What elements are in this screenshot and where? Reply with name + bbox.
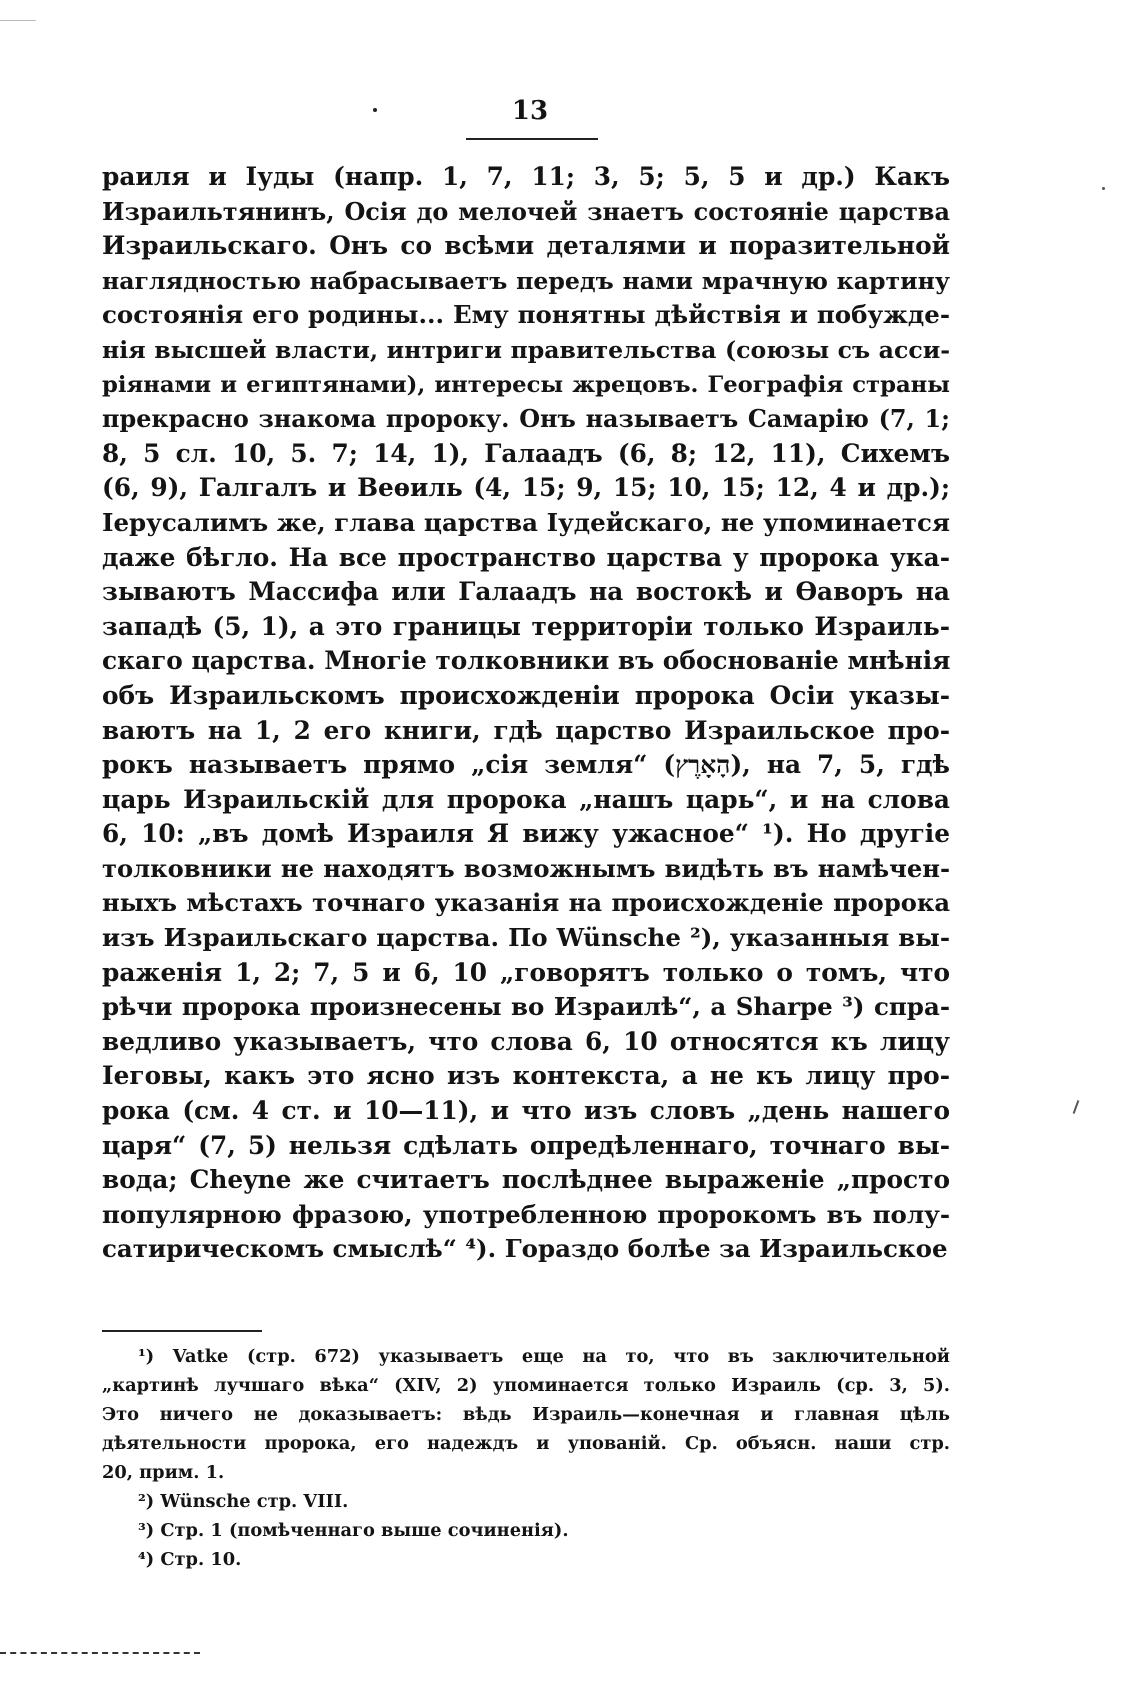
scan-artifact: [1073, 1100, 1080, 1114]
footnote-rule: [102, 1330, 262, 1332]
body-line: западѣ (5, 1), а это границы территоріи только Израиль-: [102, 611, 950, 641]
body-line: ныхъ мѣстахъ точнаго указанія на происхожденіе пророка: [102, 888, 950, 918]
stray-dot: [373, 108, 377, 112]
footnote-line: Это ничего не доказываетъ: вѣдь Израиль—конечная и главная цѣль: [102, 1404, 950, 1425]
body-line: рѣчи пророка произнесены во Израилѣ“, а Sharpe ³) спра-: [102, 992, 950, 1022]
footnote-line: „картинѣ лучшаго вѣка“ (XIV, 2) упоминается только Израиль (ср. 3, 5).: [102, 1375, 950, 1396]
footnote-line: ³) Стр. 1 (помѣченнаго выше сочиненія).: [138, 1520, 569, 1541]
body-line: ведливо указываетъ, что слова 6, 10 относятся къ лицу: [102, 1026, 950, 1056]
body-line: Іерусалимъ же, глава царства Іудейскаго, не упоминается: [102, 507, 950, 537]
body-line: царя“ (7, 5) нельзя сдѣлать опредѣленнаго, точнаго вы-: [102, 1130, 950, 1160]
footnote-line: 20, прим. 1.: [102, 1462, 225, 1483]
footnotes: [102, 1342, 950, 1574]
body-line: объ Израильскомъ происхожденіи пророка Осіи указы-: [102, 680, 950, 710]
body-line: ваютъ на 1, 2 его книги, гдѣ царство Израильское про-: [102, 715, 950, 745]
body-line: нія высшей власти, интриги правительства (союзы съ асси-: [102, 335, 950, 364]
page-number: 13: [511, 96, 549, 126]
body-line: толковники не находятъ возможнымъ видѣть въ намѣчен-: [102, 853, 950, 883]
scan-artifact: [1102, 187, 1105, 190]
scan-artifact: [0, 1652, 200, 1657]
body-line: сатирическомъ смыслѣ“ ⁴). Гораздо болѣе за Израильское: [102, 1234, 948, 1264]
body-line: изъ Израильскаго царства. По Wünsche ²), указанныя вы-: [102, 923, 950, 953]
footnote-line: дѣятельности пророка, его надеждъ и упованій. Ср. объясн. наши стр.: [102, 1433, 950, 1454]
body-line: прекрасно знакома пророку. Онъ называетъ Самарію (7, 1;: [102, 405, 950, 434]
body-line: популярною фразою, употребленною пророкомъ въ полу-: [102, 1199, 950, 1229]
footnote-line: ⁴) Стр. 10.: [138, 1549, 242, 1570]
body-line: рока (см. 4 ст. и 10—11), и что изъ словъ „день нашего: [102, 1096, 950, 1126]
body-line: Іеговы, какъ это ясно изъ контекста, а не къ лицу про-: [102, 1061, 950, 1091]
body-line: ріянами и египтянами), интересы жрецовъ. Географія страны: [102, 371, 950, 398]
footnote-line: ¹) Vatke (стр. 672) указываетъ еще на то, что въ заключительной: [138, 1346, 950, 1367]
body-line: царь Израильскій для пророка „нашъ царь“, и на слова: [102, 784, 950, 814]
body-line: даже бѣгло. На все пространство царства у пророка ука-: [102, 542, 950, 572]
body-line: (6, 9), Галгалъ и Веѳиль (4, 15; 9, 15; 10, 15; 12, 4 и др.);: [102, 473, 950, 503]
body-line: 6, 10: „въ домѣ Израиля Я вижу ужасное“ ¹). Но другіе: [102, 819, 950, 849]
body-line: состоянія его родины... Ему понятны дѣйствія и побужде-: [102, 300, 950, 330]
body-text: [102, 160, 950, 1267]
footnote-line: ²) Wünsche стр. VIII.: [138, 1491, 349, 1512]
scan-artifact: [0, 20, 36, 21]
body-line: раженія 1, 2; 7, 5 и 6, 10 „говорятъ только о томъ, что: [102, 957, 950, 987]
page-number-rule: [466, 138, 598, 140]
body-line: Израильскаго. Онъ со всѣми деталями и поразительной: [102, 231, 950, 261]
body-line: вода; Cheyne же считаетъ послѣднее выраженіе „просто: [102, 1165, 950, 1195]
body-line: рокъ называетъ прямо „сія земля“ (הָאָרֶץ), на 7, 5, гдѣ: [102, 750, 950, 780]
body-line: раиля и Іуды (напр. 1, 7, 11; 3, 5; 5, 5 и др.) Какъ: [102, 162, 950, 191]
body-line: Израильтянинъ, Осія до мелочей знаетъ состояніе царства: [102, 197, 950, 226]
body-line: 8, 5 сл. 10, 5. 7; 14, 1), Галаадъ (6, 8; 12, 11), Сихемъ: [102, 438, 950, 468]
body-line: зываютъ Массифа или Галаадъ на востокѣ и Ѳаворъ на: [102, 577, 950, 607]
body-line: наглядностью набрасываетъ передъ нами мрачную картину: [102, 266, 950, 295]
body-line: скаго царства. Многіе толковники въ обоснованіе мнѣнія: [102, 646, 951, 676]
